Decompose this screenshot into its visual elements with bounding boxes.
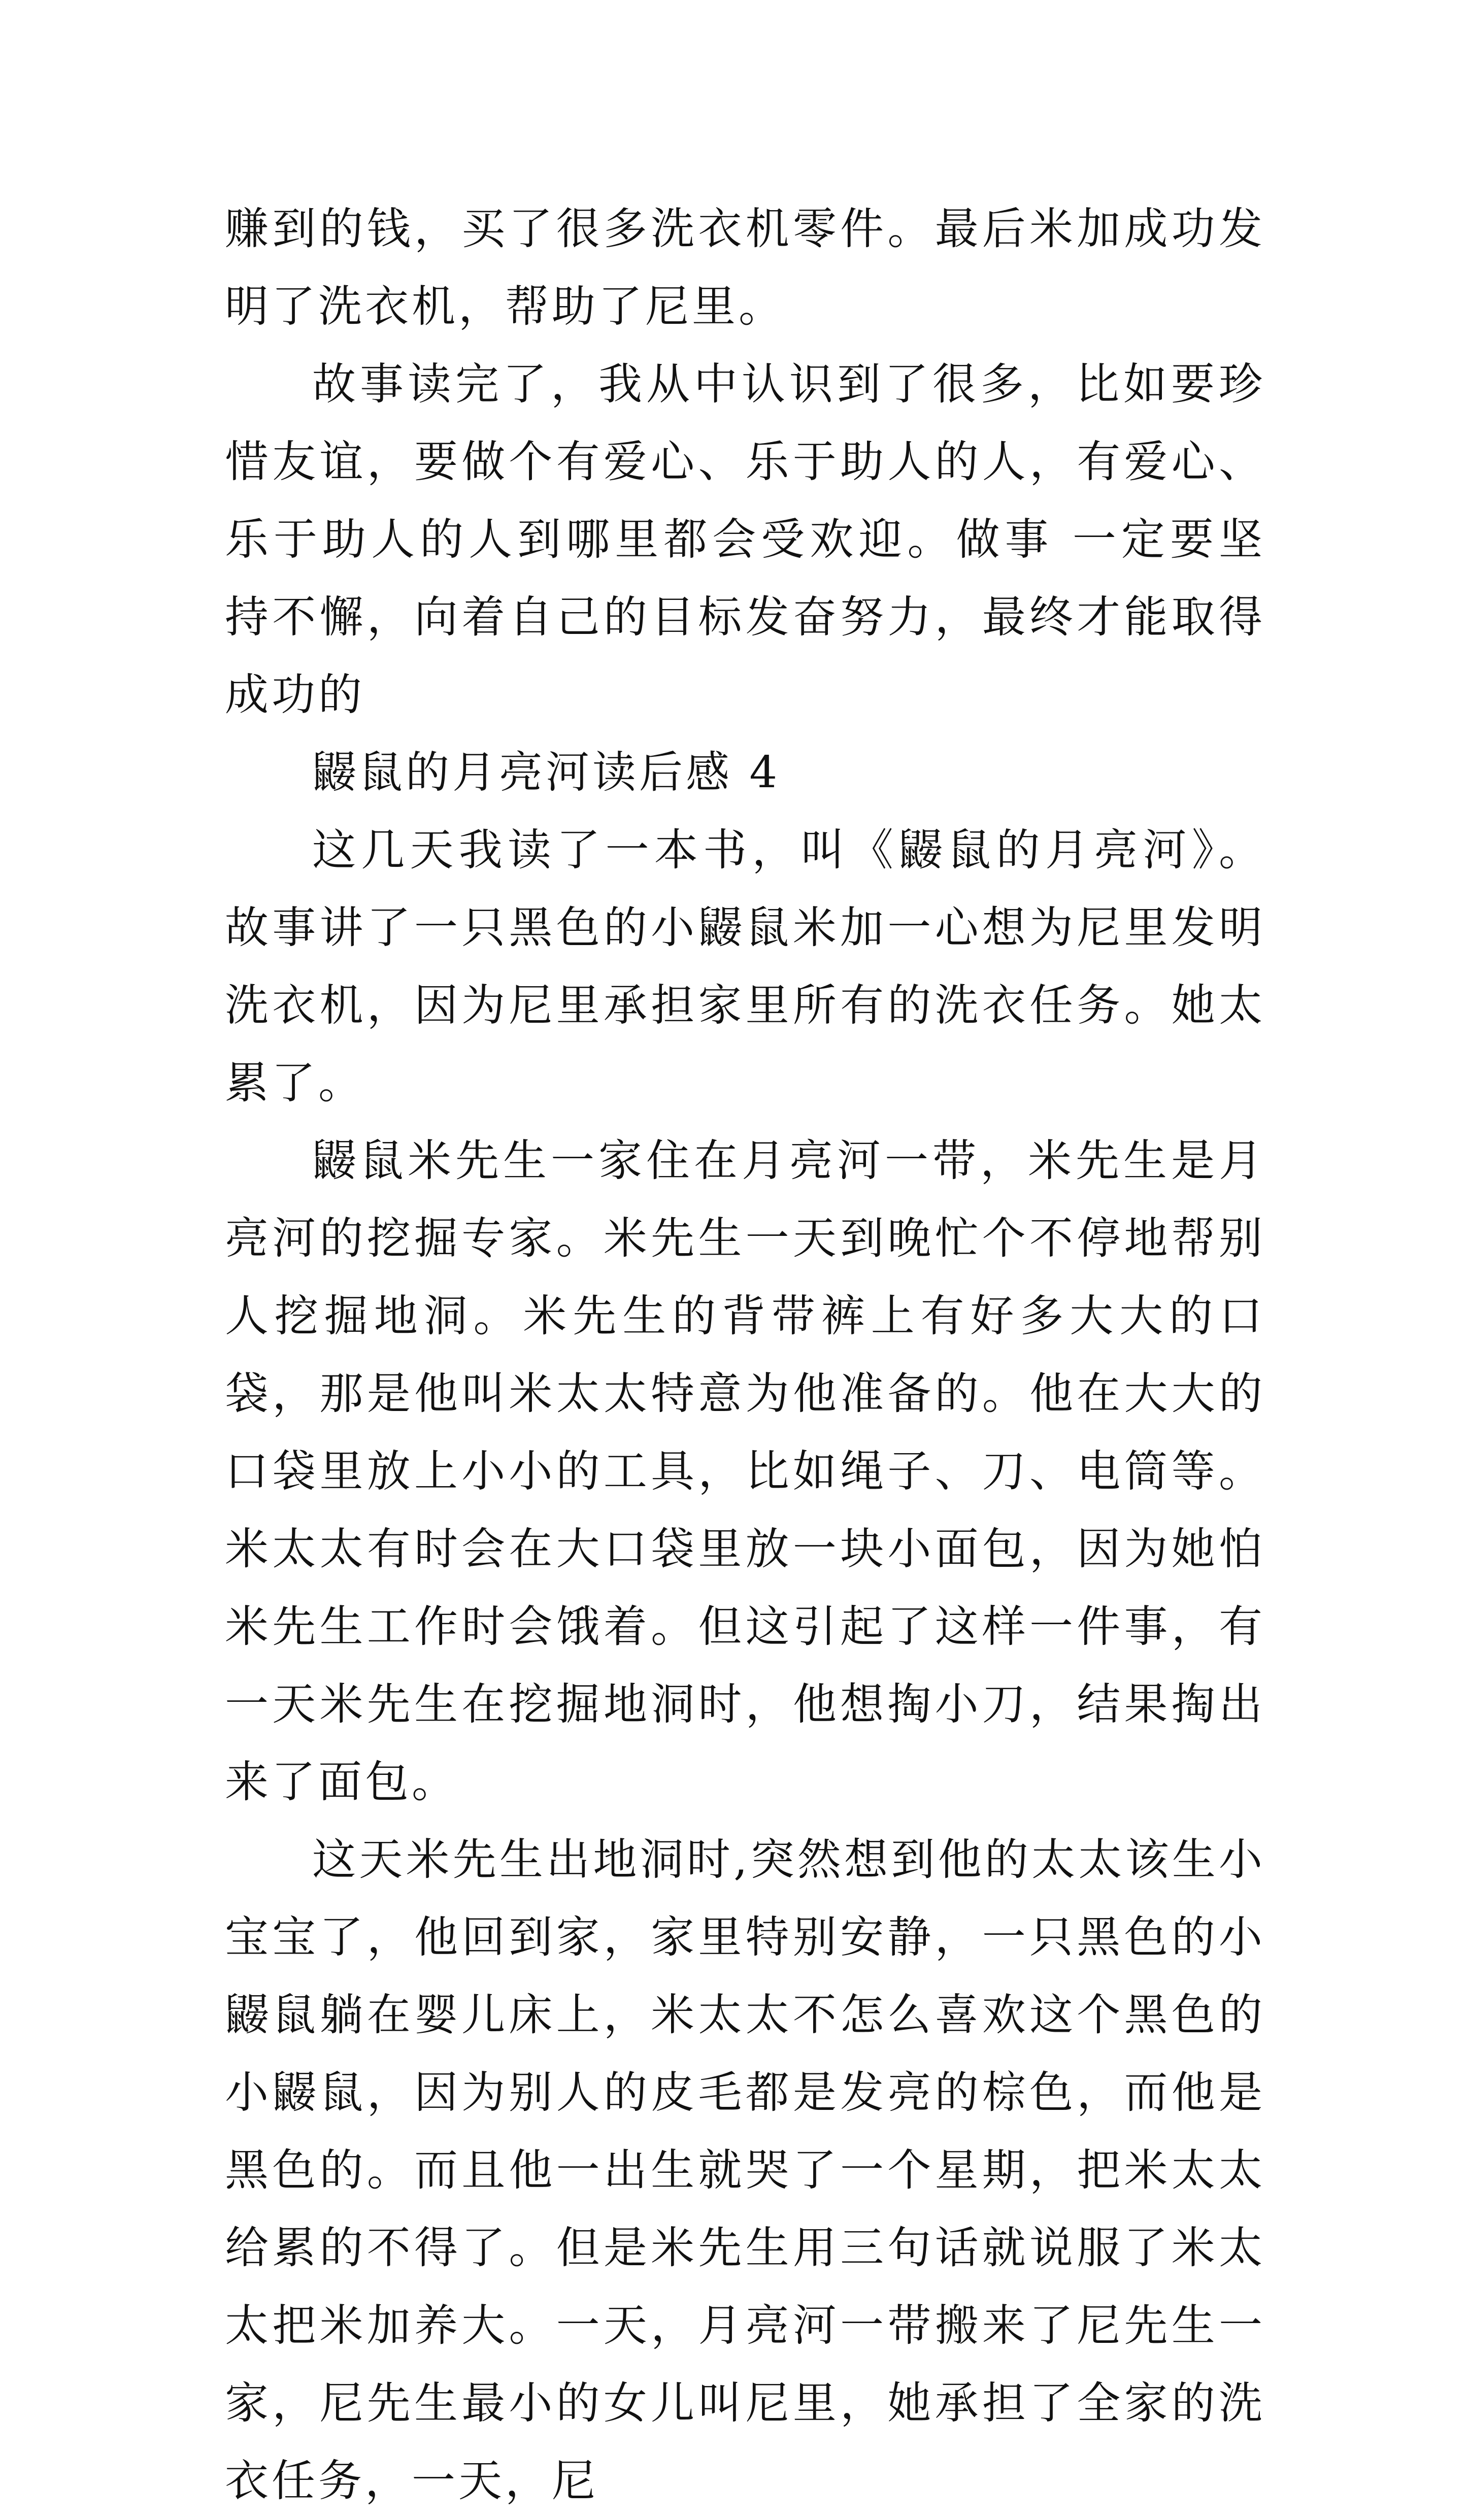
paragraph-reflection: 故事读完了，我从中认识到了很多，比如要珍惜友谊，要做个有爱心、乐于助人的人，有爱心、乐于助人的人到哪里都会受欢迎。做事 一定要坚持不懈，向着自己的目标发奋努力，最终才能取得成功的 xyxy=(225,359,1265,720)
section-heading: 鼹鼠的月亮河读后感 4 xyxy=(312,747,781,798)
paragraph-intro: 这几天我读了一本书，叫《鼹鼠的月亮河》。故事讲了一只黑色的小鼹鼠米加一心想为尼里发明洗衣机，因为尼里承担家里所有的洗衣任务。她太累了。 xyxy=(225,825,1265,1108)
document-body xyxy=(225,190,1265,2520)
paragraph-continuation: 赚到的钱，买了很多洗衣机零件。最后米加成功发明了洗衣机，帮助了尼里。 xyxy=(225,204,1265,332)
paragraph-mijia-birth: 这天米先生出地洞时,突然想到他的太太该生小宝宝了，他回到家，家里特别安静，一只黑色的小鼹鼠躺在婴儿床上，米太太不怎么喜欢这个黑色的小鼹鼠，因为别人的皮毛都是发亮的棕色，而他是黑色的。而且他一出生就哭了一个星期，把米太太给累的不得了。但是米先生用三句话就说服了米太太把米加养大。一天，月亮河一带搬来了尼先生一家，尼先生最小的女儿叫尼里，她承担了全家的洗衣任务，一天，尼 xyxy=(225,1834,1265,2506)
paragraph-mr-mi: 鼹鼠米先生一家住在月亮河一带，米先生是月亮河的挖掘专家。米先生一天到晚忙个不停地帮别人挖掘地洞。米先生的背带裤上有好多大大的口袋，那是他叫米太太特意为他准备的。他在大大的口袋里放上小小的工具，比如绳子、刀、电筒等。米太太有时会在大口袋里放一块小面包，因为她怕米先生工作时会饿着。但这引起了这样一件事，有一天米先生在挖掘地洞时，他想掏小刀，结果掏出来了面包。 xyxy=(225,1135,1265,1807)
